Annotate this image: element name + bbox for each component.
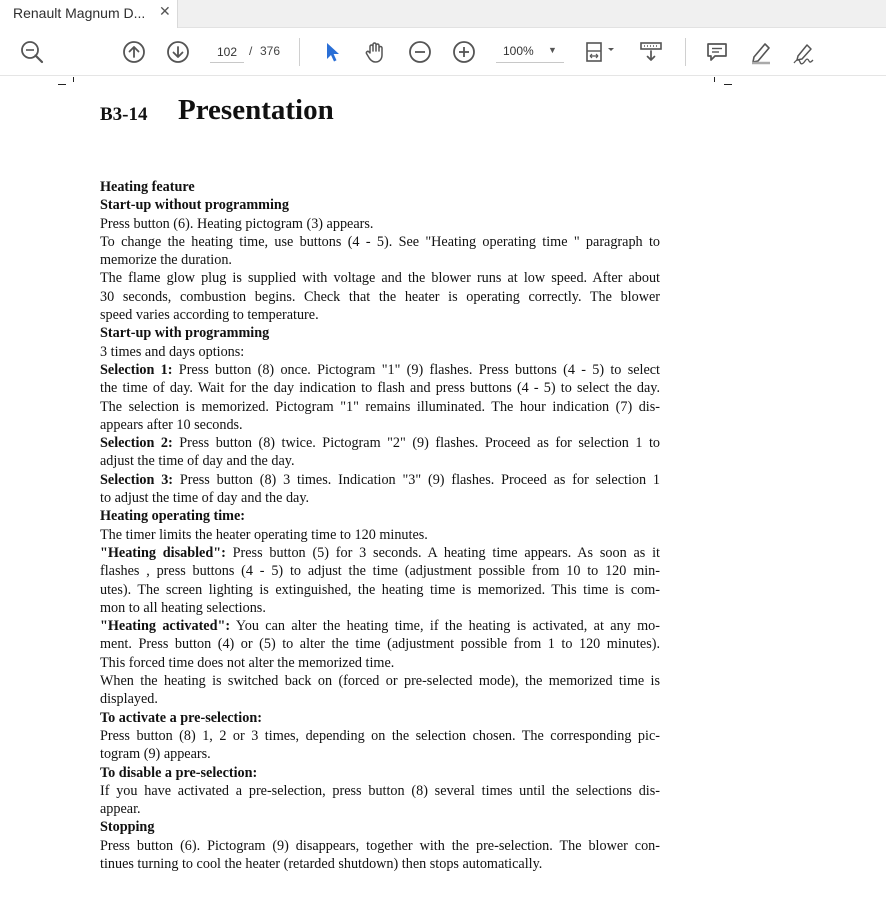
text-line	[100, 306, 660, 324]
line-text: To change the heating time, use buttons (4 - 5). See "Heating operating time " paragraph to	[100, 233, 660, 250]
line-text: When the heating is switched back on (forced or pre-selected mode), the memorized time is	[100, 673, 660, 690]
section-heading	[100, 507, 660, 525]
text-line	[100, 855, 660, 873]
line-text: The timer limits the heater operating time to 120 minutes.	[100, 526, 428, 543]
zoom-select[interactable]	[496, 41, 564, 63]
text-line	[100, 489, 660, 507]
tab-title: Renault Magnum D...	[13, 5, 146, 21]
text-line	[100, 452, 660, 470]
line-text: The flame glow plug is supplied with voltage and the blower runs at low speed. After about	[100, 270, 660, 287]
line-text: Heating feature	[100, 179, 195, 195]
line-text: Press button (6). Heating pictogram (3) appears.	[100, 215, 374, 232]
text-line	[100, 800, 660, 818]
page-separator: /	[249, 44, 253, 58]
line-text: To activate a pre-selection:	[100, 709, 262, 726]
crop-mark	[58, 84, 66, 85]
document-page	[0, 77, 886, 921]
text-line	[100, 526, 660, 544]
toolbar-divider	[685, 38, 686, 66]
text-line	[100, 635, 660, 653]
line-text: If you have activated a pre-selection, press button (8) several times until the selections dis-	[100, 782, 660, 799]
highlight-pen-icon[interactable]	[748, 39, 774, 65]
text-line	[100, 379, 660, 397]
line-text: Press button (8) 1, 2 or 3 times, depending on the selection chosen. The corresponding pic-	[100, 727, 660, 744]
line-text: Press button (8) 3 times. Indication "3" (9) flashes. Proceed as for selection 1	[173, 471, 660, 488]
fit-page-icon[interactable]	[583, 39, 619, 65]
line-text: Press button (5) for 3 seconds. A heating time appears. As soon as it	[225, 544, 660, 561]
comment-icon[interactable]	[704, 39, 730, 65]
section-heading	[100, 324, 660, 342]
line-text: Stopping	[100, 819, 155, 836]
text-line	[100, 343, 660, 361]
line-text: flashes , press buttons (4 - 5) to adjust the time (adjustment possible from 10 to 120 min-	[100, 563, 660, 580]
line-text: The selection is memorized. Pictogram "1" remains illuminated. The hour indication (7) dis-	[100, 398, 660, 415]
text-line	[100, 471, 660, 489]
page-up-icon[interactable]	[121, 39, 147, 65]
tab-bar	[0, 0, 886, 28]
text-line	[100, 690, 660, 708]
page-number-input[interactable]	[210, 41, 244, 63]
text-line	[100, 837, 660, 855]
line-text: ment. Press button (4) or (5) to alter the time (adjustment possible from 1 to 120 minutes).	[100, 636, 660, 653]
line-text: tinues turning to cool the heater (retarded shutdown) then stops automatically.	[100, 855, 543, 872]
text-line	[100, 782, 660, 800]
line-text: adjust the time of day and the day.	[100, 453, 295, 470]
line-text: to adjust the time of day and the day.	[100, 490, 310, 507]
crop-mark	[73, 77, 74, 82]
text-line	[100, 562, 660, 580]
hand-tool-icon[interactable]	[362, 39, 388, 65]
crop-mark	[724, 84, 732, 85]
line-text: To disable a pre-selection:	[100, 764, 258, 781]
line-text: Press button (8) once. Pictogram "1" (9) flashes. Press buttons (4 - 5) to select	[172, 361, 660, 378]
inline-label: Selection 2:	[100, 435, 173, 452]
line-text: the time of day. Wait for the day indication to flash and press buttons (4 - 5) to select the day.	[100, 380, 660, 397]
line-text: Press button (8) twice. Pictogram "2" (9) flashes. Proceed as for selection 1 to	[172, 435, 660, 452]
chevron-down-icon: ▼	[548, 45, 557, 55]
text-line	[100, 215, 660, 233]
close-icon[interactable]: ✕	[159, 3, 171, 19]
section-heading	[100, 178, 660, 196]
section-heading	[100, 764, 660, 782]
text-line	[100, 581, 660, 599]
toolbar-divider	[299, 38, 300, 66]
line-text: appears after 10 seconds.	[100, 416, 243, 433]
line-text: utes). The screen lighting is extinguished, the heating time is memorized. This time is com-	[100, 581, 660, 598]
text-line	[100, 672, 660, 690]
text-line	[100, 654, 660, 672]
crop-mark	[714, 77, 715, 82]
document-tab[interactable]	[0, 0, 178, 29]
line-text: 30 seconds, combustion begins. Check that the heater is operating correctly. The blower	[100, 288, 660, 305]
line-text: Press button (6). Pictogram (9) disappears, together with the pre-selection. The blower con-	[100, 837, 660, 854]
line-text: Start-up without programming	[100, 197, 289, 214]
line-text: You can alter the heating time, if the heating is activated, at any mo-	[230, 618, 660, 635]
section-heading	[100, 709, 660, 727]
scroll-mode-icon[interactable]	[638, 39, 664, 65]
zoom-out-icon[interactable]	[407, 39, 433, 65]
line-text: speed varies according to temperature.	[100, 307, 319, 324]
text-line	[100, 398, 660, 416]
text-line	[100, 599, 660, 617]
line-text: Start-up with programming	[100, 325, 270, 342]
inline-label: "Heating disabled":	[100, 544, 226, 561]
inline-label: Selection 1:	[100, 361, 173, 378]
line-text: appear.	[100, 801, 141, 818]
inline-label: Selection 3:	[100, 471, 174, 488]
line-text: Heating operating time:	[100, 508, 245, 525]
search-icon[interactable]	[19, 39, 45, 65]
line-text: This forced time does not alter the memorized time.	[100, 654, 395, 671]
text-line	[100, 727, 660, 745]
zoom-value: 100%	[503, 44, 534, 58]
text-line	[100, 288, 660, 306]
zoom-in-icon[interactable]	[451, 39, 477, 65]
text-line	[100, 745, 660, 763]
line-text: mon to all heating selections.	[100, 599, 266, 616]
line-text: togram (9) appears.	[100, 746, 211, 763]
section-heading	[100, 818, 660, 836]
text-line	[100, 416, 660, 434]
text-line	[100, 361, 660, 379]
text-line	[100, 269, 660, 287]
inline-label: "Heating activated":	[100, 618, 231, 635]
page-title: Presentation	[178, 94, 334, 126]
text-line	[100, 233, 660, 251]
sign-icon[interactable]	[791, 39, 817, 65]
text-line	[100, 617, 660, 635]
line-text: memorize the duration.	[100, 252, 232, 269]
line-text: displayed.	[100, 691, 158, 708]
page-down-icon[interactable]	[165, 39, 191, 65]
document-body	[100, 178, 660, 873]
toolbar	[0, 28, 886, 76]
page-total: 376	[260, 44, 281, 58]
section-heading	[100, 196, 660, 214]
text-line	[100, 251, 660, 269]
line-text: 3 times and days options:	[100, 343, 245, 360]
section-code: B3-14	[100, 104, 148, 125]
select-cursor-icon[interactable]	[319, 39, 345, 65]
text-line	[100, 434, 660, 452]
text-line	[100, 544, 660, 562]
